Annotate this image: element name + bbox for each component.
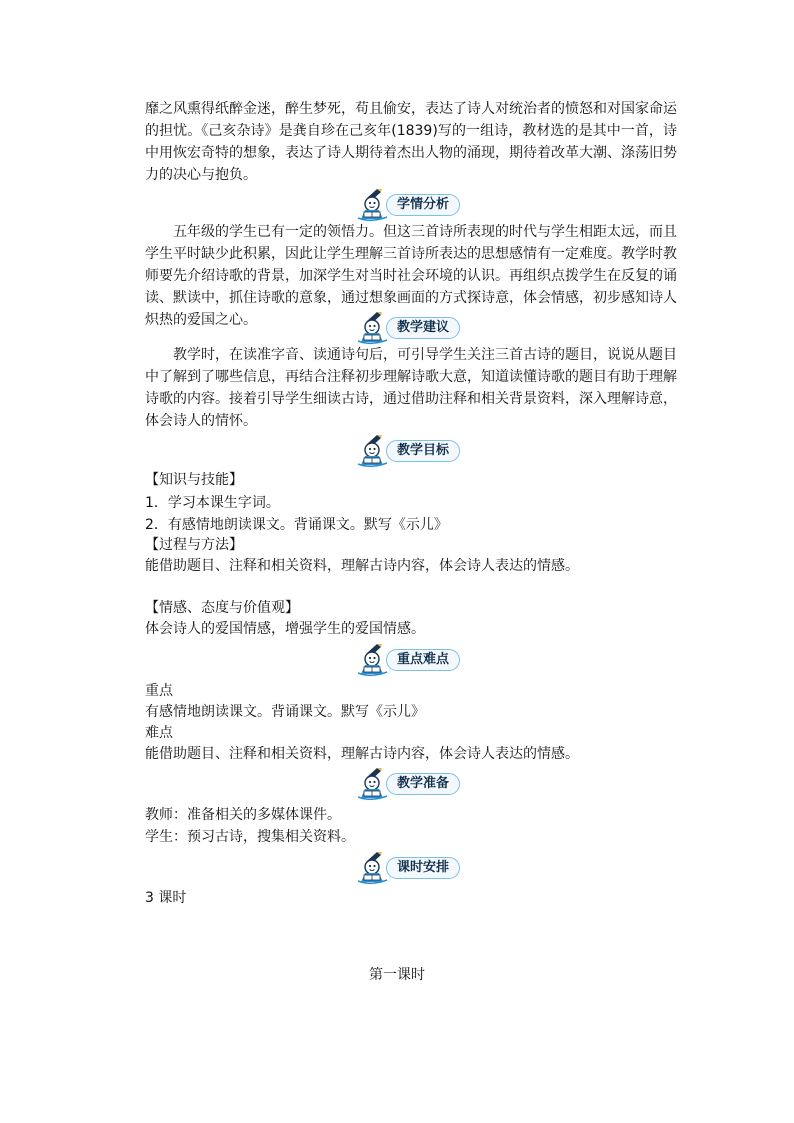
teacher-preparation: 教师：准备相关的多媒体课件。 (145, 807, 341, 823)
process-text: 能借助题目、注释和相关资料，理解古诗内容，体会诗人表达的情感。 (145, 558, 579, 574)
analysis-paragraph: 五年级的学生已有一定的领悟力。但这三首诗所表现的时代与学生相距太远，而且学生平时缺少此积累，因此让学生理解三首诗所表达的思想感情有一定难度。教学时教师要先介绍诗歌的背景，加深学生对当时社会环境的认识。再组织点拨学生在反复的诵读、默读中，抓住诗歌的意象，通过想象画面的方式探诗意，体会情感，初步感知诗人炽热的爱国之心。 (145, 224, 677, 328)
knowledge-item: 2．有感情地朗读课文。背诵课文。默写《示儿》 (145, 517, 448, 533)
difficult-text: 能借助题目、注释和相关资料，理解古诗内容，体会诗人表达的情感。 (145, 746, 579, 762)
advice-paragraph: 教学时，在读准字音、读通诗句后，可引导学生关注三首古诗的题目，说说从题目中了解到了哪些信息，再结合注释初步理解诗歌大意，知道读懂诗歌的题目有助于理解诗歌的内容。接着引导学生细读古诗，通过借助注释和相关背景资料，深入理解诗意，体会诗人的情怀。 (145, 347, 677, 429)
lesson-title: 第一课时 (369, 967, 425, 983)
intro-paragraph: 靡之风熏得纸醉金迷，醉生梦死，苟且偷安，表达了诗人对统治者的愤怒和对国家命运的担忧。《己亥杂诗》是龚自珍在己亥年(1839)写的一组诗，教材选的是其中一首，诗中用恢宏奇特的想象，表达了诗人期待着杰出人物的涌现，期待着改革大潮、涤荡旧势力的决心与抱负。 (145, 101, 677, 183)
key-text: 有感情地朗读课文。背诵课文。默写《示儿》 (145, 704, 425, 720)
section-badge-advice (355, 311, 463, 345)
section-badge-schedule (355, 851, 463, 885)
difficult-label: 难点 (145, 725, 173, 741)
student-preparation: 学生：预习古诗，搜集相关资料。 (145, 829, 355, 845)
section-title-analysis: 学情分析 (386, 194, 460, 216)
section-badge-analysis (355, 188, 463, 222)
section-badge-preparation (355, 767, 463, 801)
emotion-heading: 【情感、态度与价值观】 (145, 600, 299, 616)
process-heading: 【过程与方法】 (145, 537, 243, 553)
section-title-schedule: 课时安排 (386, 857, 460, 879)
schedule-text: 3 课时 (145, 890, 187, 906)
section-title-key-points: 重点难点 (386, 649, 460, 671)
section-title-goals: 教学目标 (386, 440, 460, 462)
section-badge-key-points (355, 643, 463, 677)
emotion-text: 体会诗人的爱国情感，增强学生的爱国情感。 (145, 621, 425, 637)
key-label: 重点 (145, 683, 173, 699)
section-badge-goals (355, 434, 463, 468)
knowledge-item: 1．学习本课生字词。 (145, 495, 280, 511)
section-title-advice: 教学建议 (386, 317, 460, 339)
knowledge-heading: 【知识与技能】 (145, 472, 243, 488)
section-title-preparation: 教学准备 (386, 773, 460, 795)
